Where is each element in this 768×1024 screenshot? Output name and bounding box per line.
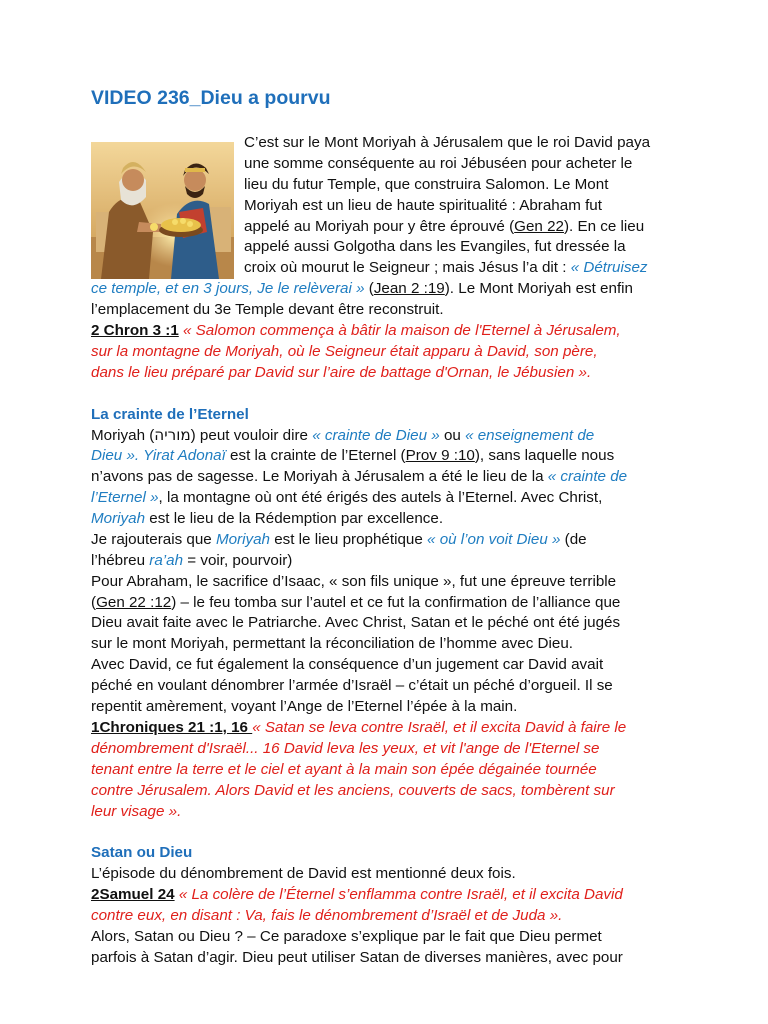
quote-red: dénombrement d'Israël... 16 David leva les yeux, et vit l'ange de l'Eternel se bbox=[91, 739, 600, 757]
quote-line bbox=[91, 906, 711, 927]
quote-blue: « enseignement de bbox=[465, 427, 595, 445]
scripture-link[interactable]: Gen 22 :12 bbox=[96, 593, 172, 611]
text: Moriyah ( bbox=[91, 427, 155, 445]
text: péché en voulant dénombrer l’armée d’Israël – c’était un péché d’orgueil. Il se bbox=[91, 677, 613, 695]
scripture-link[interactable]: Jean 2 :19 bbox=[373, 280, 445, 298]
quote-line bbox=[91, 802, 711, 823]
quote-blue: Moriyah bbox=[91, 510, 146, 528]
text: = voir, pourvoir) bbox=[183, 551, 293, 569]
quote-red: « Satan se leva contre Israël, et il excita David à faire le bbox=[252, 718, 627, 736]
paragraph-line bbox=[91, 279, 711, 300]
spacer bbox=[91, 384, 711, 405]
paragraph-line bbox=[91, 864, 711, 885]
paragraph-line bbox=[91, 133, 711, 154]
scripture-reference[interactable]: 1Chroniques 21 :1, 16 bbox=[91, 718, 253, 736]
text: Pour Abraham, le sacrifice d’Isaac, « son fils unique », fut une épreuve terrible bbox=[91, 572, 617, 590]
text: ( bbox=[364, 280, 374, 298]
quote-blue: l’Eternel » bbox=[91, 489, 159, 507]
text: est la crainte de l’Eternel ( bbox=[225, 447, 406, 465]
paragraph-line bbox=[91, 697, 711, 718]
hebrew-word: מוריה bbox=[154, 426, 191, 445]
quote-blue: Dieu ». Yirat Adonaï bbox=[91, 447, 226, 465]
text: ( bbox=[91, 593, 97, 611]
section-heading: Satan ou Dieu bbox=[91, 844, 193, 862]
quote-blue: « crainte de Dieu » bbox=[312, 427, 440, 445]
paragraph-line bbox=[91, 927, 711, 948]
text: C’est sur le Mont Moriyah à Jérusalem que le roi David paya bbox=[244, 134, 651, 151]
paragraph-line bbox=[91, 237, 711, 258]
quote-line bbox=[91, 718, 711, 739]
document-title: VIDEO 236_Dieu a pourvu bbox=[91, 87, 331, 109]
paragraph-line bbox=[91, 530, 711, 551]
paragraph-line bbox=[91, 425, 711, 446]
paragraph-line bbox=[91, 572, 711, 593]
text: ). En ce lieu bbox=[564, 217, 645, 235]
quote-blue: ce temple, et en 3 jours, Je le relèverai » bbox=[91, 280, 365, 298]
quote-line bbox=[91, 342, 711, 363]
text: L’épisode du dénombrement de David est mentionné deux fois. bbox=[91, 865, 516, 883]
quote-blue: « crainte de bbox=[547, 468, 628, 486]
text: (de bbox=[560, 530, 587, 548]
paragraph-line bbox=[91, 488, 711, 509]
paragraph-line bbox=[91, 551, 711, 572]
text: est le lieu de la Rédemption par excellence. bbox=[145, 510, 444, 528]
quote-blue: « Détruisez bbox=[570, 259, 648, 277]
text: parfois à Satan d’agir. Dieu peut utiliser Satan de diverses manières, avec pour bbox=[91, 948, 623, 966]
paragraph-line bbox=[91, 196, 711, 217]
spacer bbox=[91, 822, 711, 843]
paragraph-line bbox=[91, 175, 711, 196]
text: appelé au Moriyah pour y être éprouvé ( bbox=[244, 217, 515, 235]
paragraph-line bbox=[91, 948, 711, 969]
paragraph-line bbox=[91, 676, 711, 697]
quote-blue: Moriyah bbox=[215, 530, 270, 548]
text: Je rajouterais que bbox=[91, 530, 216, 548]
text: l’emplacement du 3e Temple devant être reconstruit. bbox=[91, 301, 444, 319]
text: Avec David, ce fut également la conséquence d’un jugement car David avait bbox=[91, 656, 604, 674]
section-heading: La crainte de l’Eternel bbox=[91, 405, 249, 423]
quote-line bbox=[91, 321, 711, 342]
quote-red: « La colère de l’Éternel s’enflamma contre Israël, et il excita David bbox=[174, 886, 623, 904]
text: Moriyah est un lieu de haute spiritualité : Abraham fut bbox=[244, 196, 602, 214]
text: ) peut vouloir dire bbox=[190, 427, 313, 445]
text: repentit amèrement, voyant l’Ange de l’Eternel l’épée à la main. bbox=[91, 698, 518, 716]
text: Alors, Satan ou Dieu ? – Ce paradoxe s’explique par le fait que Dieu permet bbox=[91, 927, 602, 945]
scripture-link[interactable]: Prov 9 :10 bbox=[405, 447, 475, 465]
text: croix où mourut le Seigneur ; mais Jésus l’a dit : bbox=[244, 259, 571, 277]
text: ). Le Mont Moriyah est enfin bbox=[444, 280, 633, 298]
text: une somme conséquente au roi Jébuséen pour acheter le bbox=[244, 154, 633, 172]
quote-blue: ra’ah bbox=[149, 551, 184, 569]
paragraph-line bbox=[91, 467, 711, 488]
paragraph-line bbox=[91, 655, 711, 676]
quote-red: leur visage ». bbox=[91, 802, 182, 820]
text: ) – le feu tomba sur l’autel et ce fut la confirmation de l’alliance que bbox=[171, 593, 621, 611]
text: lieu du futur Temple, que construira Salomon. Le Mont bbox=[244, 175, 609, 193]
document-body bbox=[91, 133, 711, 969]
quote-blue: « où l’on voit Dieu » bbox=[427, 530, 561, 548]
paragraph-line bbox=[91, 446, 711, 467]
scripture-reference[interactable]: 2 Chron 3 :1 bbox=[91, 322, 179, 340]
quote-line bbox=[91, 363, 711, 384]
paragraph-line bbox=[91, 300, 711, 321]
text: l’hébreu bbox=[91, 551, 150, 569]
scripture-link[interactable]: Gen 22 bbox=[514, 217, 564, 235]
text: n’avons pas de sagesse. Le Moriyah à Jérusalem a été le lieu de la bbox=[91, 468, 548, 486]
text: Dieu avait faite avec le Patriarche. Avec Christ, Satan et le péché ont été jugés bbox=[91, 614, 621, 632]
quote-red: tenant entre la terre et le ciel et ayant à la main son épée dégainée tournée bbox=[91, 760, 597, 778]
quote-line bbox=[91, 781, 711, 802]
quote-line bbox=[91, 739, 711, 760]
text: appelé aussi Golgotha dans les Evangiles, fut dressée la bbox=[244, 238, 626, 256]
text: ou bbox=[439, 427, 466, 445]
quote-red: sur la montagne de Moriyah, où le Seigneur était apparu à David, son père, bbox=[91, 342, 598, 360]
text: , la montagne où ont été érigés des autels à l’Eternel. Avec Christ, bbox=[158, 489, 603, 507]
paragraph-line bbox=[91, 634, 711, 655]
paragraph-line bbox=[91, 258, 711, 279]
quote-red: dans le lieu préparé par David sur l’aire de battage d'Ornan, le Jébusien ». bbox=[91, 363, 592, 381]
paragraph-line bbox=[91, 154, 711, 175]
quote-red: « Salomon commença à bâtir la maison de l'Eternel à Jérusalem, bbox=[178, 322, 621, 340]
scripture-reference[interactable]: 2Samuel 24 bbox=[91, 886, 175, 904]
paragraph-line bbox=[91, 593, 711, 614]
text: ), sans laquelle nous bbox=[474, 447, 615, 465]
quote-line bbox=[91, 885, 711, 906]
text: sur le mont Moriyah, permettant la réconciliation de l’homme avec Dieu. bbox=[91, 635, 573, 653]
paragraph-line bbox=[91, 613, 711, 634]
paragraph-line bbox=[91, 509, 711, 530]
quote-red: contre eux, en disant : Va, fais le dénombrement d’Israël et de Juda ». bbox=[91, 906, 563, 924]
text: est le lieu prophétique bbox=[269, 530, 428, 548]
paragraph-line bbox=[91, 217, 711, 238]
quote-line bbox=[91, 760, 711, 781]
quote-red: contre Jérusalem. Alors David et les anciens, couverts de sacs, tombèrent sur bbox=[91, 781, 615, 799]
